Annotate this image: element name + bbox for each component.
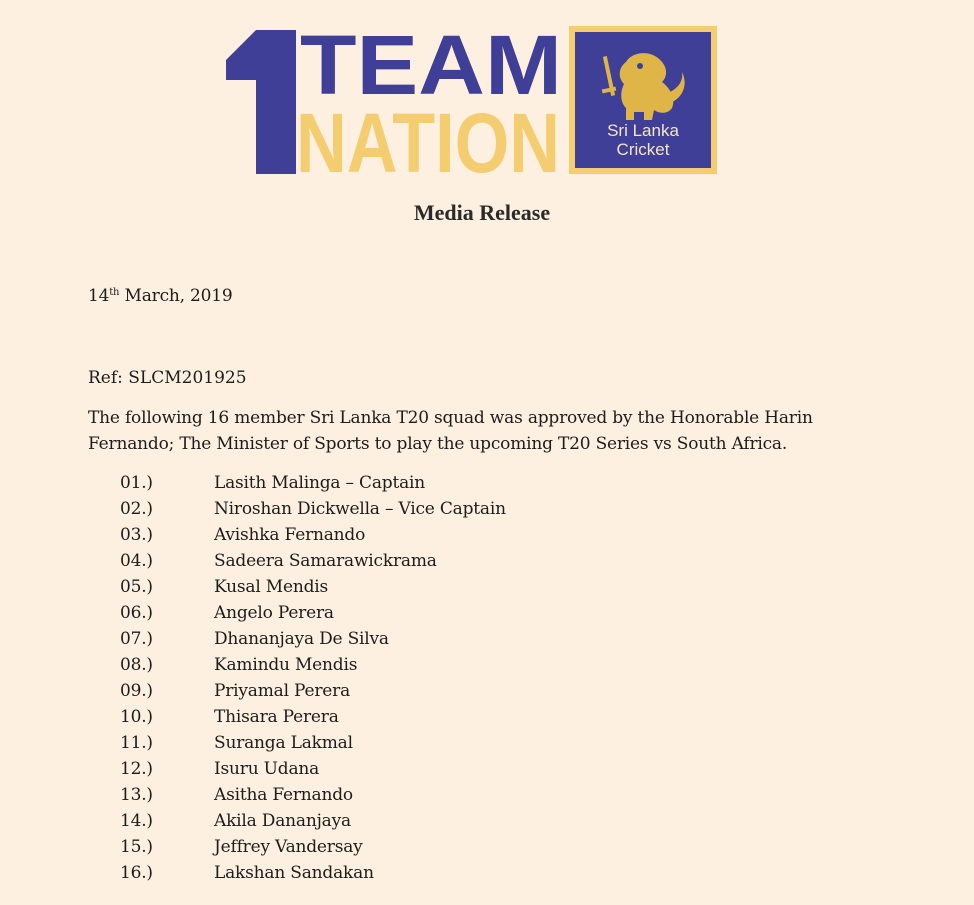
list-item bbox=[120, 808, 506, 834]
player-name: Sadeera Samarawickrama bbox=[214, 551, 437, 571]
player-name: Isuru Udana bbox=[214, 759, 320, 779]
team-nation-logo bbox=[222, 22, 717, 174]
player-name: Angelo Perera bbox=[214, 603, 334, 623]
player-name: Thisara Perera bbox=[214, 707, 339, 727]
list-item bbox=[120, 626, 506, 652]
sri-lanka-cricket-badge bbox=[569, 26, 717, 174]
list-item bbox=[120, 600, 506, 626]
date-suffix: th bbox=[109, 287, 120, 298]
squad-number: 12.) bbox=[120, 759, 153, 779]
player-name: Lasith Malinga – Captain bbox=[214, 473, 426, 493]
squad-number: 08.) bbox=[120, 655, 153, 675]
squad-number: 02.) bbox=[120, 499, 153, 519]
player-name: Jeffrey Vandersay bbox=[214, 837, 363, 857]
list-item bbox=[120, 730, 506, 756]
squad-number: 03.) bbox=[120, 525, 153, 545]
list-item bbox=[120, 678, 506, 704]
date-month-year: March, 2019 bbox=[119, 286, 233, 306]
badge-line-2: Cricket bbox=[616, 140, 670, 159]
list-item bbox=[120, 756, 506, 782]
squad-number: 10.) bbox=[120, 707, 153, 727]
squad-list bbox=[120, 470, 506, 886]
list-item bbox=[120, 860, 506, 886]
squad-number: 06.) bbox=[120, 603, 153, 623]
squad-number: 14.) bbox=[120, 811, 153, 831]
player-name: Niroshan Dickwella – Vice Captain bbox=[214, 499, 506, 519]
player-name: Dhananjaya De Silva bbox=[214, 629, 389, 649]
player-name: Avishka Fernando bbox=[214, 525, 366, 545]
badge-line-1: Sri Lanka bbox=[607, 121, 679, 140]
date-day: 14 bbox=[88, 286, 110, 306]
squad-number: 15.) bbox=[120, 837, 153, 857]
page-title: Media Release bbox=[413, 200, 551, 225]
list-item bbox=[120, 652, 506, 678]
player-name: Kusal Mendis bbox=[214, 577, 329, 597]
player-name: Asitha Fernando bbox=[214, 785, 353, 805]
squad-number: 05.) bbox=[120, 577, 153, 597]
player-name: Priyamal Perera bbox=[214, 681, 351, 701]
list-item bbox=[120, 834, 506, 860]
release-date bbox=[88, 286, 233, 306]
squad-number: 07.) bbox=[120, 629, 153, 649]
player-name: Kamindu Mendis bbox=[214, 655, 358, 675]
squad-number: 11.) bbox=[120, 733, 153, 753]
reference-number: Ref: SLCM201925 bbox=[88, 368, 247, 388]
player-name: Suranga Lakmal bbox=[214, 733, 353, 753]
player-name: Lakshan Sandakan bbox=[214, 863, 374, 883]
list-item bbox=[120, 574, 506, 600]
intro-paragraph: The following 16 member Sri Lanka T20 squad was approved by the Honorable Harin Fernando; The Minister of Sports to play the upcoming T20 Series vs South Africa. bbox=[88, 408, 813, 454]
squad-number: 04.) bbox=[120, 551, 153, 571]
list-item bbox=[120, 496, 506, 522]
logo-word-team: TEAM bbox=[300, 22, 562, 112]
squad-number: 16.) bbox=[120, 863, 153, 883]
list-item bbox=[120, 522, 506, 548]
squad-number: 01.) bbox=[120, 473, 153, 493]
list-item bbox=[120, 470, 506, 496]
list-item bbox=[120, 704, 506, 730]
list-item bbox=[120, 548, 506, 574]
list-item bbox=[120, 782, 506, 808]
squad-number: 09.) bbox=[120, 681, 153, 701]
logo-word-nation: NATION bbox=[296, 96, 560, 174]
player-name: Akila Dananjaya bbox=[214, 811, 351, 831]
squad-number: 13.) bbox=[120, 785, 153, 805]
